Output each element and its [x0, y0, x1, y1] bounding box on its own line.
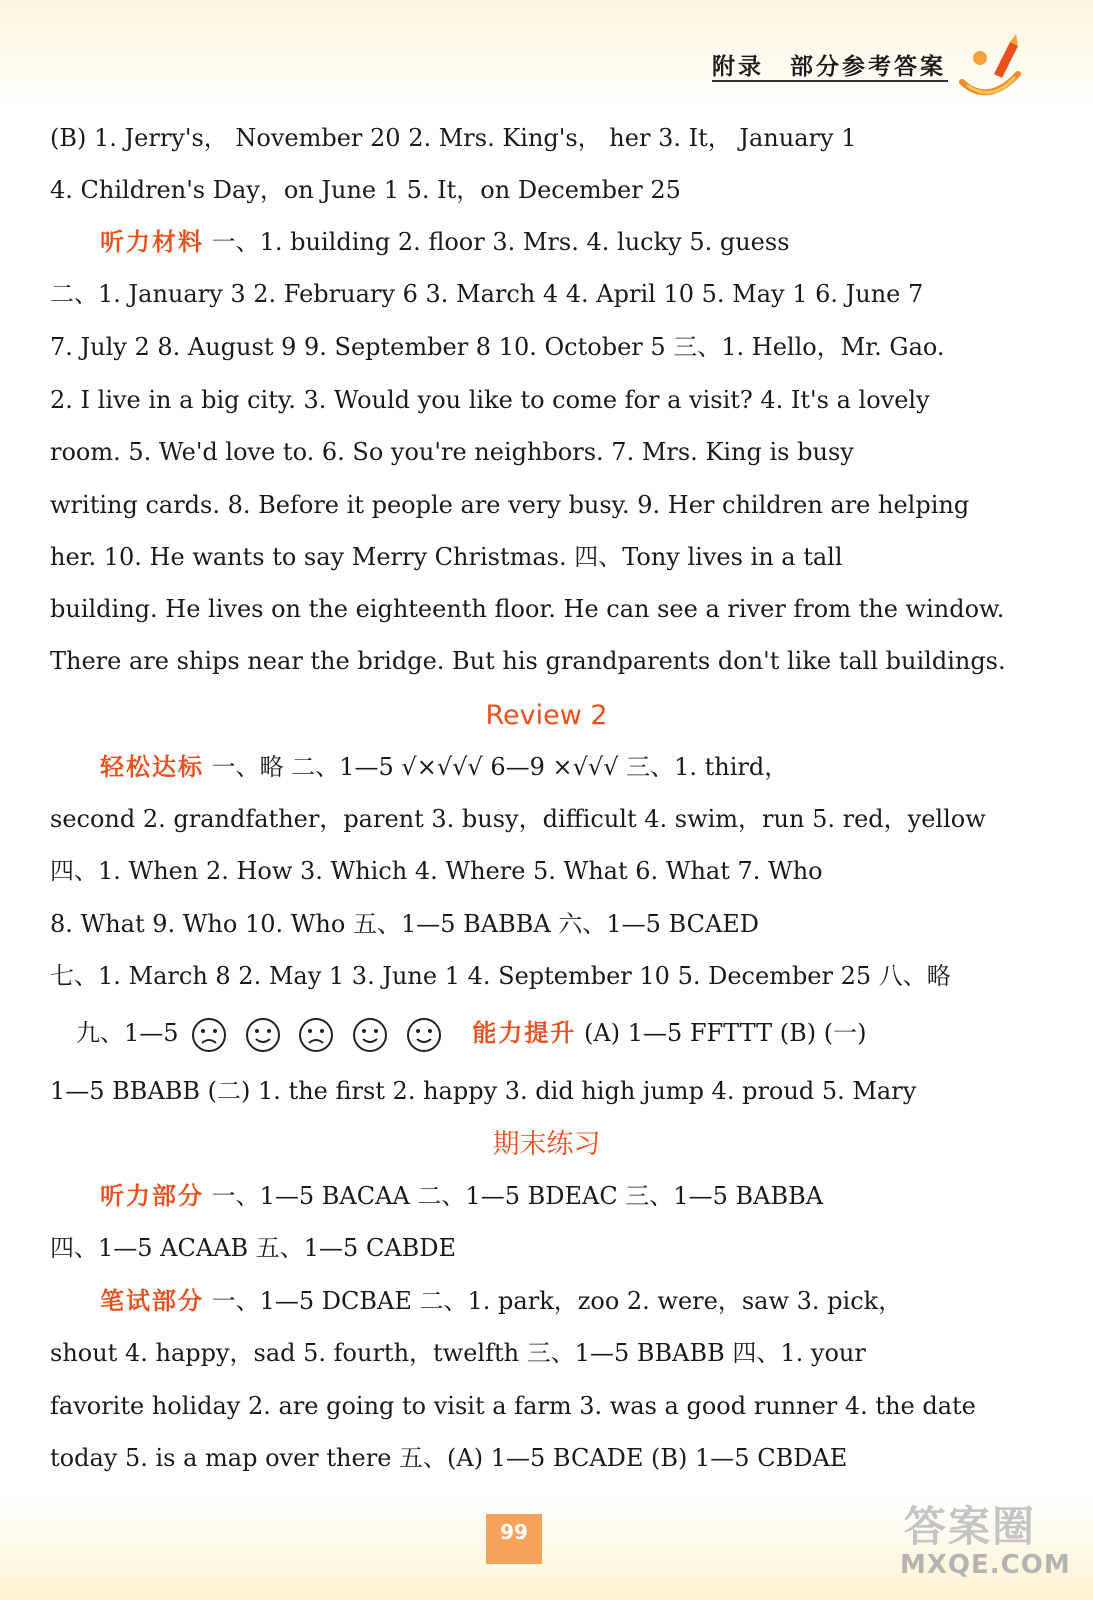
answer-line: (B) 1. Jerry's， November 20 2. Mrs. King's， her 3. It， January 1 — [50, 124, 857, 152]
section-label: 听力材料 — [100, 228, 204, 256]
pencil-swoosh-icon — [958, 34, 1030, 104]
answer-line: 7. July 2 8. August 9 9. September 8 10. October 5 三、1. Hello，Mr. Gao. — [50, 333, 945, 361]
answer-line: 4. Children's Day，on June 1 5. It，on December 25 — [50, 176, 681, 204]
answer-line: her. 10. He wants to say Merry Christmas. 四、Tony lives in a tall — [50, 543, 843, 571]
happy-face-icon — [351, 1016, 389, 1054]
answer-line: shout 4. happy，sad 5. fourth，twelfth 三、1—5 BBABB 四、1. your — [50, 1339, 866, 1367]
section-title-final: 期末练习 — [492, 1129, 601, 1160]
answer-line: 七、1. March 8 2. May 1 3. June 1 4. September 10 5. December 25 八、略 — [50, 962, 951, 990]
answer-line: favorite holiday 2. are going to visit a farm 3. was a good runner 4. the date — [50, 1392, 976, 1420]
answer-line: room. 5. We'd love to. 6. So you're neighbors. 7. Mrs. King is busy — [50, 438, 854, 466]
answer-line: 2. I live in a big city. 3. Would you like to come for a visit? 4. It's a lovely — [50, 386, 930, 414]
section-label: 能力提升 — [472, 1019, 577, 1047]
watermark-text: 答案圈 — [904, 1502, 1037, 1551]
answer-line — [100, 222, 790, 262]
answer-text: 一、1. building 2. floor 3. Mrs. 4. lucky 5. guess — [204, 228, 790, 256]
section-label: 笔试部分 — [100, 1287, 204, 1315]
section-label: 轻松达标 — [100, 753, 204, 781]
answer-line: There are ships near the bridge. But his grandparents don't like tall buildings. — [50, 647, 1006, 675]
answer-line: today 5. is a map over there 五、(A) 1—5 BCADE (B) 1—5 CBDAE — [50, 1444, 848, 1472]
answer-line: building. He lives on the eighteenth floor. He can see a river from the window. — [50, 595, 1005, 623]
header-underline — [712, 80, 948, 82]
answer-text: 一、1—5 DCBAE 二、1. park，zoo 2. were，saw 3. pick， — [204, 1287, 903, 1315]
answer-text: 一、略 二、1—5 √×√√√ 6—9 ×√√√ 三、1. third， — [204, 753, 789, 781]
watermark-url: MXQE.COM — [900, 1550, 1071, 1580]
happy-face-icon — [405, 1016, 443, 1054]
answer-line — [100, 1281, 902, 1321]
answer-line: 四、1—5 ACAAB 五、1—5 CABDE — [50, 1234, 457, 1262]
faces-suffix: (A) 1—5 FFTTT (B) (一) — [576, 1019, 867, 1047]
answer-text: 一、1—5 BACAA 二、1—5 BDEAC 三、1—5 BABBA — [204, 1182, 824, 1210]
sad-face-icon — [297, 1016, 335, 1054]
answer-line — [100, 747, 788, 787]
answer-line: 8. What 9. Who 10. Who 五、1—5 BABBA 六、1—5 BCAED — [50, 910, 760, 938]
answer-line — [100, 1176, 823, 1216]
answer-line: 1—5 BBABB (二) 1. the first 2. happy 3. did high jump 4. proud 5. Mary — [50, 1077, 917, 1105]
faces-prefix: 九、1—5 — [76, 1019, 179, 1047]
page-number: 99 — [486, 1514, 542, 1564]
answer-line: writing cards. 8. Before it people are very busy. 9. Her children are helping — [50, 491, 970, 519]
watermark — [896, 1488, 1076, 1588]
answer-line: second 2. grandfather，parent 3. busy，difficult 4. swim，run 5. red，yellow — [50, 805, 986, 833]
answer-line: 四、1. When 2. How 3. Which 4. Where 5. What 6. What 7. Who — [50, 857, 823, 885]
section-label: 听力部分 — [100, 1182, 204, 1210]
sad-face-icon — [190, 1016, 228, 1054]
answer-line: 二、1. January 3 2. February 6 3. March 4 4. April 10 5. May 1 6. June 7 — [50, 280, 924, 308]
section-title-review2: Review 2 — [485, 700, 608, 731]
happy-face-icon — [244, 1016, 282, 1054]
faces-row — [76, 1011, 866, 1055]
running-header: 附录 部分参考答案 — [712, 54, 946, 80]
